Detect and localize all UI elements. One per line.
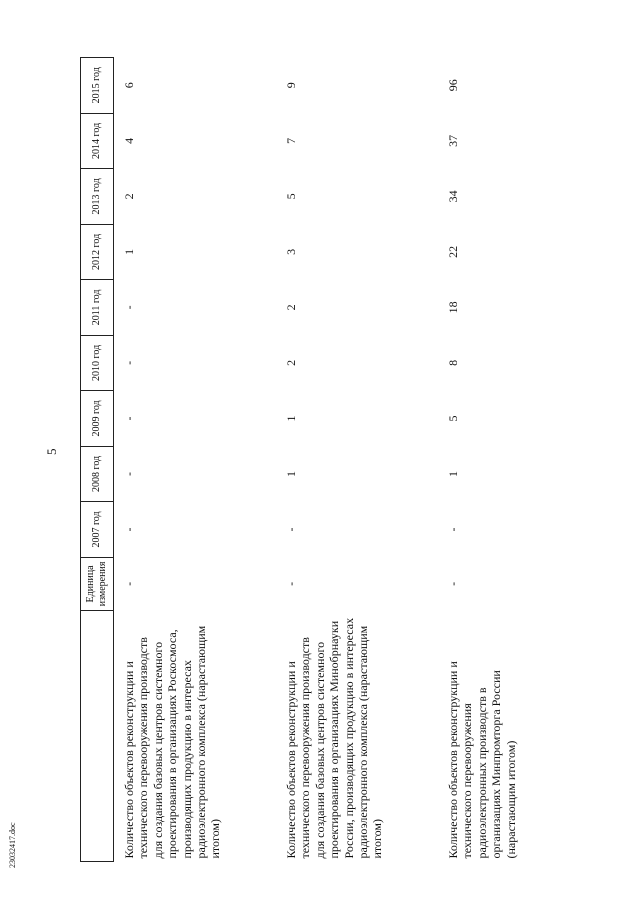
- indicator-table-container: [80, 57, 600, 862]
- row-value-2010: -: [122, 360, 136, 365]
- row-value-2013: 34: [446, 190, 460, 203]
- row-value-2014: 4: [122, 137, 136, 144]
- header-label-cell: [81, 611, 114, 862]
- row-label: Количество объектов реконструкции и технического перевооружения производств для создания базовых центров системного проектирования в организациях Роскосмоса, производящих продукцию в интересах радиоэлектронного комплекса (нарастающим итогом): [122, 625, 223, 859]
- header-year-2015: 2015 год: [81, 58, 114, 114]
- row-value-2014: 7: [284, 137, 299, 144]
- row-value-2012: 22: [446, 245, 460, 258]
- footer-filename: 23032417.doc: [8, 822, 17, 868]
- table-row: [276, 58, 438, 862]
- header-unit: Единица измерения: [81, 557, 114, 610]
- row-value-2013: 5: [284, 193, 299, 200]
- row-value-2009: -: [122, 416, 136, 421]
- header-year-2012: 2012 год: [81, 224, 114, 280]
- row-value-2007: -: [446, 527, 460, 532]
- indicator-table: [80, 57, 600, 862]
- header-year-2010: 2010 год: [81, 335, 114, 391]
- row-value-2010: 2: [284, 359, 299, 366]
- row-label: Количество объектов реконструкции и технического перевооружения производств для создания базовых центров системного проектирования в организациях Минобрнауки России, производящих продукцию в интересах радиоэлектронного комплекса (нарастающим итогом): [284, 617, 385, 859]
- row-value-2008: 1: [446, 470, 460, 477]
- row-value-2012: 1: [122, 248, 136, 255]
- table-row: [438, 58, 600, 862]
- row-value-2008: 1: [284, 470, 299, 477]
- row-value-2014: 37: [446, 134, 460, 147]
- row-value-2010: 8: [446, 359, 460, 366]
- row-unit: -: [284, 581, 299, 586]
- row-label: Количество объектов реконструкции и технического перевооружения радиоэлектронных производств в организациях Минпромторга России (нарастающим итогом): [446, 661, 518, 859]
- page-number: 5: [44, 448, 59, 455]
- row-value-2011: -: [122, 305, 136, 310]
- row-value-2009: 1: [284, 415, 299, 422]
- row-value-2013: 2: [122, 193, 136, 200]
- row-value-2007: -: [284, 527, 299, 532]
- row-unit: -: [122, 581, 136, 586]
- header-year-2008: 2008 год: [81, 446, 114, 502]
- header-year-2007: 2007 год: [81, 502, 114, 558]
- row-value-2011: 18: [446, 301, 460, 314]
- row-value-2015: 9: [284, 82, 299, 89]
- header-year-2013: 2013 год: [81, 169, 114, 225]
- row-value-2009: 5: [446, 415, 460, 422]
- header-year-2011: 2011 год: [81, 280, 114, 336]
- header-year-2009: 2009 год: [81, 391, 114, 447]
- row-unit: -: [446, 581, 460, 586]
- row-value-2015: 96: [446, 79, 460, 92]
- row-value-2015: 6: [122, 82, 136, 89]
- row-value-2008: -: [122, 471, 136, 476]
- row-value-2011: 2: [284, 304, 299, 311]
- table-header-row: [81, 58, 114, 862]
- table-row: [114, 58, 277, 862]
- header-year-2014: 2014 год: [81, 113, 114, 169]
- row-value-2012: 3: [284, 248, 299, 255]
- row-value-2007: -: [122, 527, 136, 532]
